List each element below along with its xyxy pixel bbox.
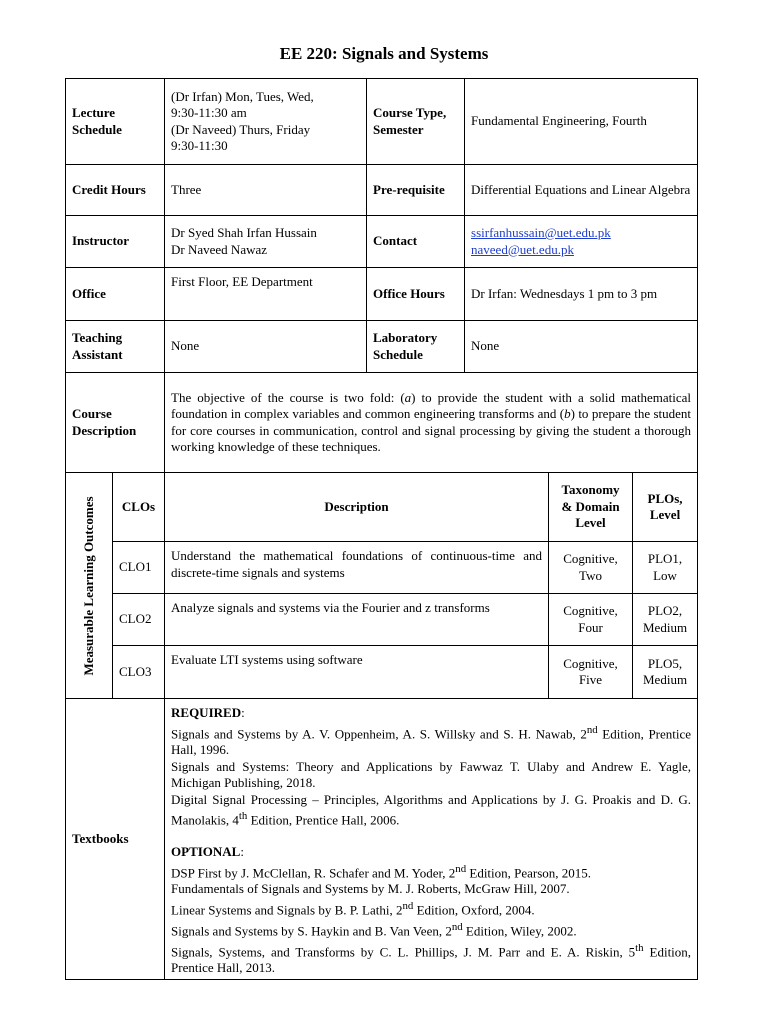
row-instructor (66, 216, 698, 268)
entry-text: Linear Systems and Signals by B. P. Lathi, 2 (171, 902, 403, 918)
entry-text: Edition, Wiley, 2002. (462, 923, 577, 939)
laboratory-schedule-value: None (465, 321, 698, 373)
entry-text: Edition, Oxford, 2004. (413, 902, 535, 918)
textbook-entry (171, 898, 691, 919)
course-description-label: Course Description (66, 373, 165, 473)
office-value: First Floor, EE Department (165, 268, 367, 321)
textbooks-content (165, 699, 698, 980)
prerequisite-value: Differential Equations and Linear Algebra (465, 165, 698, 216)
entry-sup: nd (402, 899, 414, 912)
clo-taxonomy (549, 594, 633, 646)
outcomes-section-label (66, 473, 113, 699)
lecture-schedule-line: 9:30-11:30 am (171, 105, 247, 120)
table-row (66, 646, 698, 699)
textbooks-label: Textbooks (66, 699, 165, 980)
taxonomy-line: Four (578, 619, 603, 635)
lecture-schedule-line: 9:30-11:30 (171, 138, 228, 153)
clo-plo (633, 646, 698, 699)
plo-line: Low (653, 567, 677, 583)
contact-label: Contact (367, 216, 465, 268)
prerequisite-label: Pre-requisite (367, 165, 465, 216)
entry-sup: nd (586, 723, 598, 736)
description-text: a (404, 389, 412, 405)
clos-header: CLOs (113, 473, 165, 542)
clo-description: Evaluate LTI systems using software (165, 646, 549, 699)
row-office (66, 268, 698, 321)
table-row (66, 594, 698, 646)
table-row (66, 542, 698, 594)
textbook-entry (171, 881, 691, 898)
plo-line: PLO5, (647, 655, 683, 671)
row-textbooks (66, 699, 698, 980)
entry-text: Signals and Systems by S. Haykin and B. Van Veen, 2 (171, 923, 452, 939)
lecture-schedule-label: Lecture Schedule (66, 79, 165, 165)
plo-line: Medium (643, 619, 688, 635)
entry-text: Edition, Prentice Hall, 1996. (171, 725, 692, 758)
clo-description: Understand the mathematical foundations of continuous-time and discrete-time signals and systems (165, 542, 549, 594)
row-teaching-assistant (66, 321, 698, 373)
credit-hours-value: Three (165, 165, 367, 216)
instructor-name: Dr Naveed Nawaz (171, 241, 268, 257)
office-hours-value: Dr Irfan: Wednesdays 1 pm to 3 pm (465, 268, 698, 321)
course-type-label: Course Type, Semester (367, 79, 465, 165)
optional-label: OPTIONAL (171, 844, 241, 860)
clo-id: CLO2 (113, 594, 165, 646)
teaching-assistant-label: Teaching Assistant (66, 321, 165, 373)
email-link[interactable]: naveed@uet.edu.pk (471, 241, 574, 257)
description-text: b (564, 406, 571, 421)
textbook-entry (171, 861, 691, 882)
entry-text: DSP First by J. McClellan, R. Schafer and M. Yoder, 2 (171, 864, 456, 880)
instructor-name: Dr Syed Shah Irfan Hussain (171, 225, 317, 240)
plo-line: PLO1, (647, 551, 683, 566)
entry-text: Fundamentals of Signals and Systems by M. J. Roberts, McGraw Hill, 2007. (171, 881, 570, 897)
clo-id: CLO1 (113, 542, 165, 594)
textbook-entry (171, 792, 691, 829)
required-label: REQUIRED (171, 705, 242, 720)
taxonomy-line: Five (578, 672, 603, 687)
entry-text: Edition, Pearson, 2015. (466, 864, 592, 880)
entry-text: Signals and Systems by A. V. Oppenheim, A. S. Willsky and S. H. Nawab, 2 (171, 725, 587, 741)
textbook-entry (171, 940, 691, 977)
teaching-assistant-value: None (165, 321, 367, 373)
entry-text: Edition, Prentice Hall, 2013. (171, 943, 692, 976)
description-text: ) to prepare the student for core courses in communication, control and signal processing by giving the student a thorough working knowledge of these techniques. (171, 406, 692, 454)
lecture-schedule-value (165, 79, 367, 165)
clo-description: Analyze signals and systems via the Fourier and z transforms (165, 594, 549, 646)
entry-sup: nd (455, 862, 467, 875)
row-credit-hours (66, 165, 698, 216)
taxonomy-line: Cognitive, (563, 551, 618, 566)
course-description-text (165, 373, 698, 473)
outcomes-section-text: Measurable Learning Outcomes (80, 495, 96, 676)
entry-text: Signals, Systems, and Transforms by C. L. Phillips, J. M. Parr and E. A. Riskin, 5 (171, 943, 636, 959)
email-link[interactable]: ssirfanhussain@uet.edu.pk (471, 225, 611, 240)
textbook-entry (171, 919, 691, 940)
taxonomy-line: Cognitive, (563, 603, 618, 618)
entry-text: Signals and Systems: Theory and Applications by Fawwaz T. Ulaby and Andrew E. Yagle, Michigan Publishing, 2018. (171, 758, 692, 791)
office-hours-label: Office Hours (367, 268, 465, 321)
laboratory-schedule-label: Laboratory Schedule (367, 321, 465, 373)
row-lecture-schedule (66, 79, 698, 165)
page-title: EE 220: Signals and Systems (279, 44, 489, 63)
lecture-schedule-line: (Dr Naveed) Thurs, Friday (171, 121, 311, 137)
entry-sup: th (238, 810, 248, 823)
taxonomy-header: Taxonomy & Domain Level (549, 473, 633, 542)
entry-sup: nd (451, 920, 463, 933)
clo-id: CLO3 (113, 646, 165, 699)
entry-text: Edition, Prentice Hall, 2006. (247, 812, 400, 828)
clo-plo (633, 542, 698, 594)
plo-line: Medium (643, 672, 688, 687)
clo-taxonomy (549, 542, 633, 594)
instructor-value (165, 216, 367, 268)
taxonomy-line: Cognitive, (563, 655, 618, 671)
entry-text: Digital Signal Processing – Principles, Algorithms and Applications by J. G. Proakis and D. G. Manolakis, 4 (171, 791, 692, 828)
textbook-entry (171, 722, 691, 759)
course-type-value: Fundamental Engineering, Fourth (465, 79, 698, 165)
clo-taxonomy (549, 646, 633, 699)
taxonomy-line: Two (579, 567, 602, 583)
lecture-schedule-line: (Dr Irfan) Mon, Tues, Wed, (171, 88, 314, 104)
course-info-table (65, 78, 698, 980)
required-heading: REQUIRED: (171, 705, 245, 720)
optional-heading: OPTIONAL: (171, 844, 244, 860)
description-text: ) to provide the student with a solid mathematical foundation in complex variables and common engineering transforms and ( (171, 389, 692, 421)
description-text: The objective of the course is two fold: ( (171, 389, 405, 405)
contact-value (465, 216, 698, 268)
textbook-entry (171, 759, 691, 792)
clo-plo (633, 594, 698, 646)
instructor-label: Instructor (66, 216, 165, 268)
entry-sup: th (635, 941, 644, 954)
credit-hours-label: Credit Hours (66, 165, 165, 216)
office-label: Office (66, 268, 165, 321)
row-course-description (66, 373, 698, 473)
plos-header: PLOs, Level (633, 473, 698, 542)
description-header: Description (165, 473, 549, 542)
outcomes-header-row (66, 473, 698, 542)
plo-line: PLO2, (647, 603, 683, 618)
